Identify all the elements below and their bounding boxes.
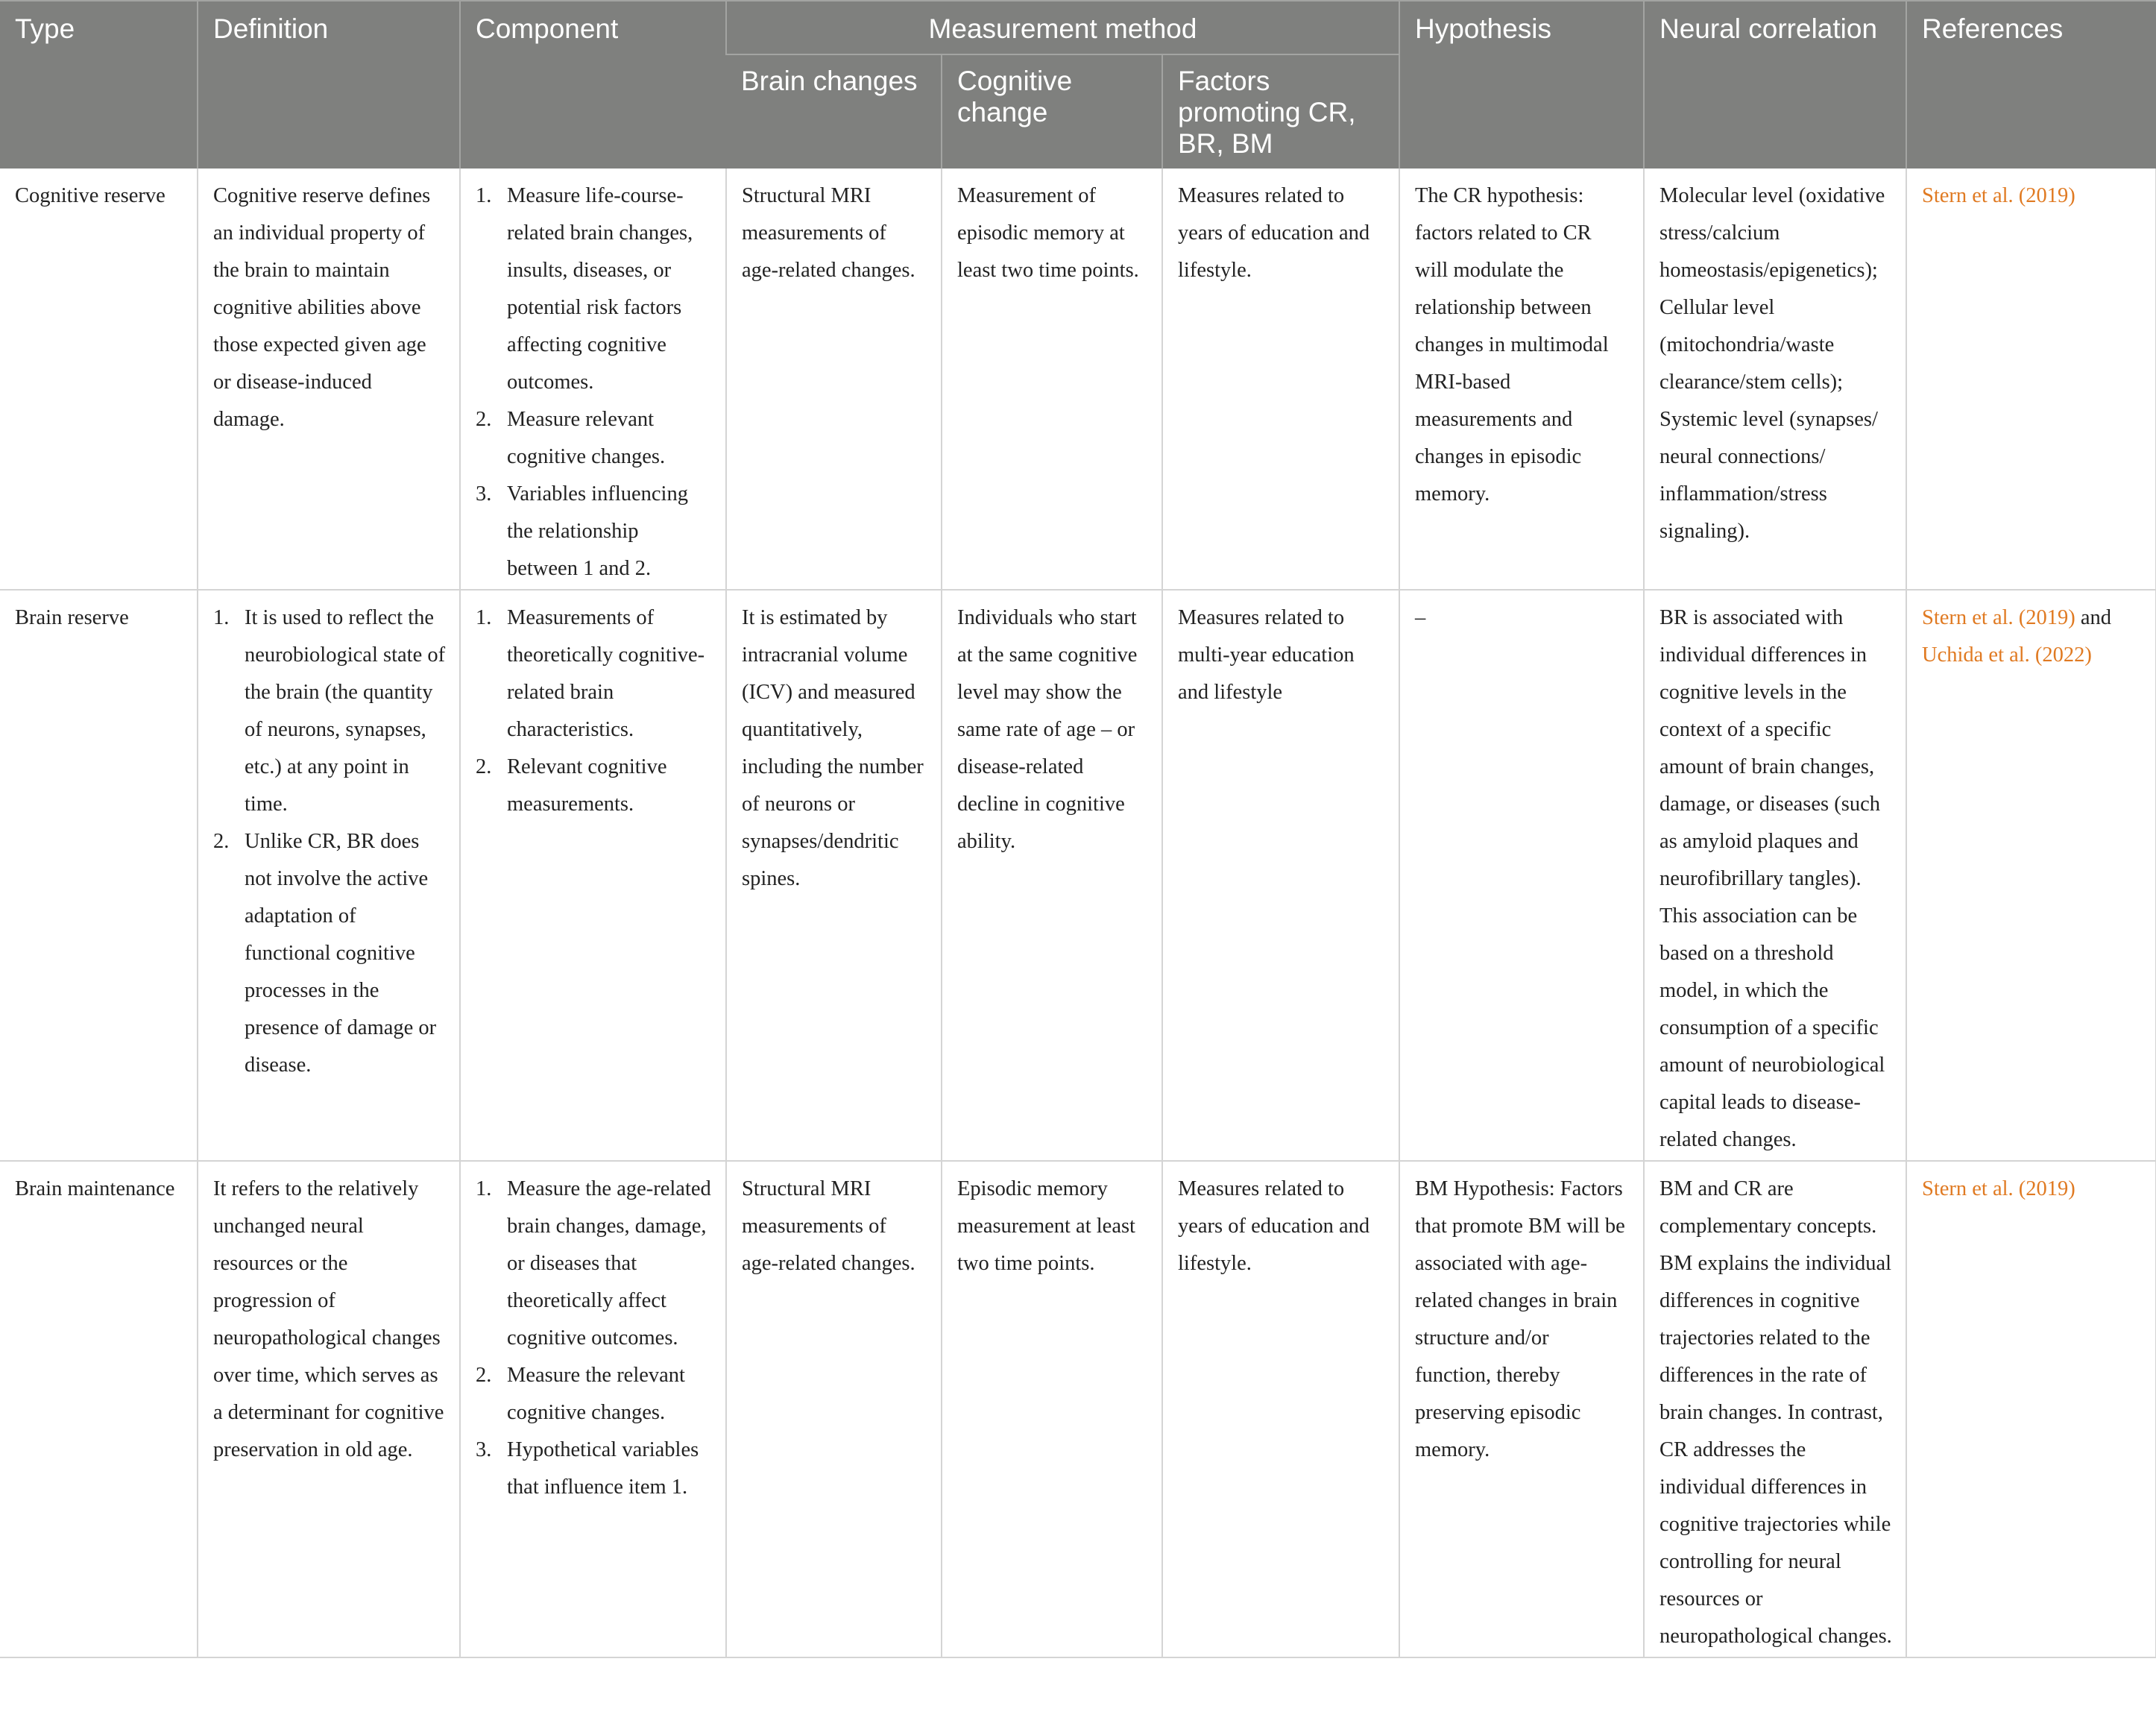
list-item [476,599,712,749]
table-header [0,1,2156,169]
cell-factors: Measures related to years of education and lifestyle. [1162,169,1399,590]
list-number: 3. [476,1438,492,1461]
reference-link[interactable]: Uchida et al. (2022) [1922,643,2092,667]
cell-references [1906,1161,2156,1657]
header-brain-changes: Brain changes [726,54,942,169]
header-measurement-method: Measurement method [726,1,1399,54]
cell-neural-correlation: BM and CR are complementary concepts. BM explains the individual differences in cognitive trajectories related to the differences in the rate of brain changes. In contrast, CR addresses the individual differences in cognitive trajectories while controlling for neural resources or neuropathological changes. [1644,1161,1906,1657]
list-text: Measure the relevant cognitive changes. [507,1364,685,1424]
cell-cognitive-change: Episodic memory measurement at least two time points. [942,1161,1162,1657]
header-neural-correlation: Neural correlation [1644,1,1906,169]
list-text: Variables influencing the relationship between 1 and 2. [507,482,688,580]
cell-cognitive-change: Individuals who start at the same cognitive level may show the same rate of age – or disease-related decline in cognitive ability. [942,590,1162,1161]
list-text: Measure the age-related brain changes, damage, or diseases that theoretically affect cognitive outcomes. [507,1177,711,1350]
list-number: 1. [476,1177,492,1200]
cell-hypothesis: BM Hypothesis: Factors that promote BM will be associated with age-related changes in brain structure and/or function, thereby preserving episodic memory. [1399,1161,1644,1657]
cell-factors: Measures related to multi-year education and lifestyle [1162,590,1399,1161]
list-item [476,476,712,588]
list-item [476,749,712,823]
header-type: Type [0,1,198,169]
cell-cognitive-change: Measurement of episodic memory at least two time points. [942,169,1162,590]
list-text: Hypothetical variables that influence item 1. [507,1438,699,1499]
list-number: 2. [213,830,230,853]
reference-separator: and [2075,606,2112,629]
list-text: It is used to reflect the neurobiological state of the brain (the quantity of neurons, synapses, etc.) at any point in time. [245,606,446,816]
reference-link[interactable]: Stern et al. (2019) [1922,606,2075,629]
list-text: Unlike CR, BR does not involve the active adaptation of functional cognitive processes in the presence of damage or disease. [245,830,437,1077]
list-text: Measure relevant cognitive changes. [507,408,666,468]
list-number: 1. [213,606,230,629]
cell-type: Brain maintenance [0,1161,198,1657]
table-row [0,1161,2156,1657]
list-text: Measure life-course-related brain changes, insults, diseases, or potential risk factors affecting cognitive outcomes. [507,184,693,394]
list-number: 2. [476,755,492,778]
list-number: 1. [476,184,492,207]
cell-type: Brain reserve [0,590,198,1161]
list-number: 2. [476,408,492,431]
list-number: 1. [476,606,492,629]
cell-definition [198,590,460,1161]
list-number: 2. [476,1364,492,1387]
table-row [0,590,2156,1161]
list-item [213,599,446,823]
cell-brain-changes: Structural MRI measurements of age-related changes. [726,169,942,590]
cell-component [460,590,726,1161]
cell-type: Cognitive reserve [0,169,198,590]
header-cognitive-change: Cognitive change [942,54,1162,169]
list-item [213,823,446,1084]
table-row [0,169,2156,590]
cell-neural-correlation: BR is associated with individual differences in cognitive levels in the context of a specific amount of brain changes, damage, or diseases (such as amyloid plaques and neurofibrillary tangles). This association can be based on a threshold model, in which the consumption of a specific amount of neurobiological capital leads to disease-related changes. [1644,590,1906,1161]
header-definition: Definition [198,1,460,169]
cell-definition: It refers to the relatively unchanged neural resources or the progression of neuropathological changes over time, which serves as a determinant for cognitive preservation in old age. [198,1161,460,1657]
cell-references [1906,590,2156,1161]
list-number: 3. [476,482,492,506]
reference-link[interactable]: Stern et al. (2019) [1922,184,2075,207]
cell-brain-changes: Structural MRI measurements of age-related changes. [726,1161,942,1657]
cell-factors: Measures related to years of education and lifestyle. [1162,1161,1399,1657]
header-hypothesis: Hypothesis [1399,1,1644,169]
list-item [476,401,712,476]
cell-hypothesis: The CR hypothesis: factors related to CR will modulate the relationship between changes in multimodal MRI-based measurements and changes in episodic memory. [1399,169,1644,590]
cell-component [460,169,726,590]
definition-list [213,599,446,1084]
cell-neural-correlation: Molecular level (oxidative stress/calcium homeostasis/epigenetics); Cellular level (mitochondria/waste clearance/stem cells); Systemic level (synapses/ neural connections/ inflammation/stress signaling). [1644,169,1906,590]
cell-component [460,1161,726,1657]
list-item [476,1357,712,1432]
list-text: Relevant cognitive measurements. [507,755,667,816]
header-factors: Factors promoting CR, BR, BM [1162,54,1399,169]
header-references: References [1906,1,2156,169]
component-list [476,599,712,823]
reference-link[interactable]: Stern et al. (2019) [1922,1177,2075,1200]
cell-brain-changes: It is estimated by intracranial volume (ICV) and measured quantitatively, including the number of neurons or synapses/dendritic spines. [726,590,942,1161]
header-component: Component [460,1,726,169]
cell-hypothesis: – [1399,590,1644,1161]
list-item [476,1171,712,1357]
component-list [476,1171,712,1506]
component-list [476,177,712,588]
cell-definition: Cognitive reserve defines an individual property of the brain to maintain cognitive abilities above those expected given age or disease-induced damage. [198,169,460,590]
cell-references [1906,169,2156,590]
list-text: Measurements of theoretically cognitive-related brain characteristics. [507,606,705,741]
list-item [476,1432,712,1506]
list-item [476,177,712,401]
